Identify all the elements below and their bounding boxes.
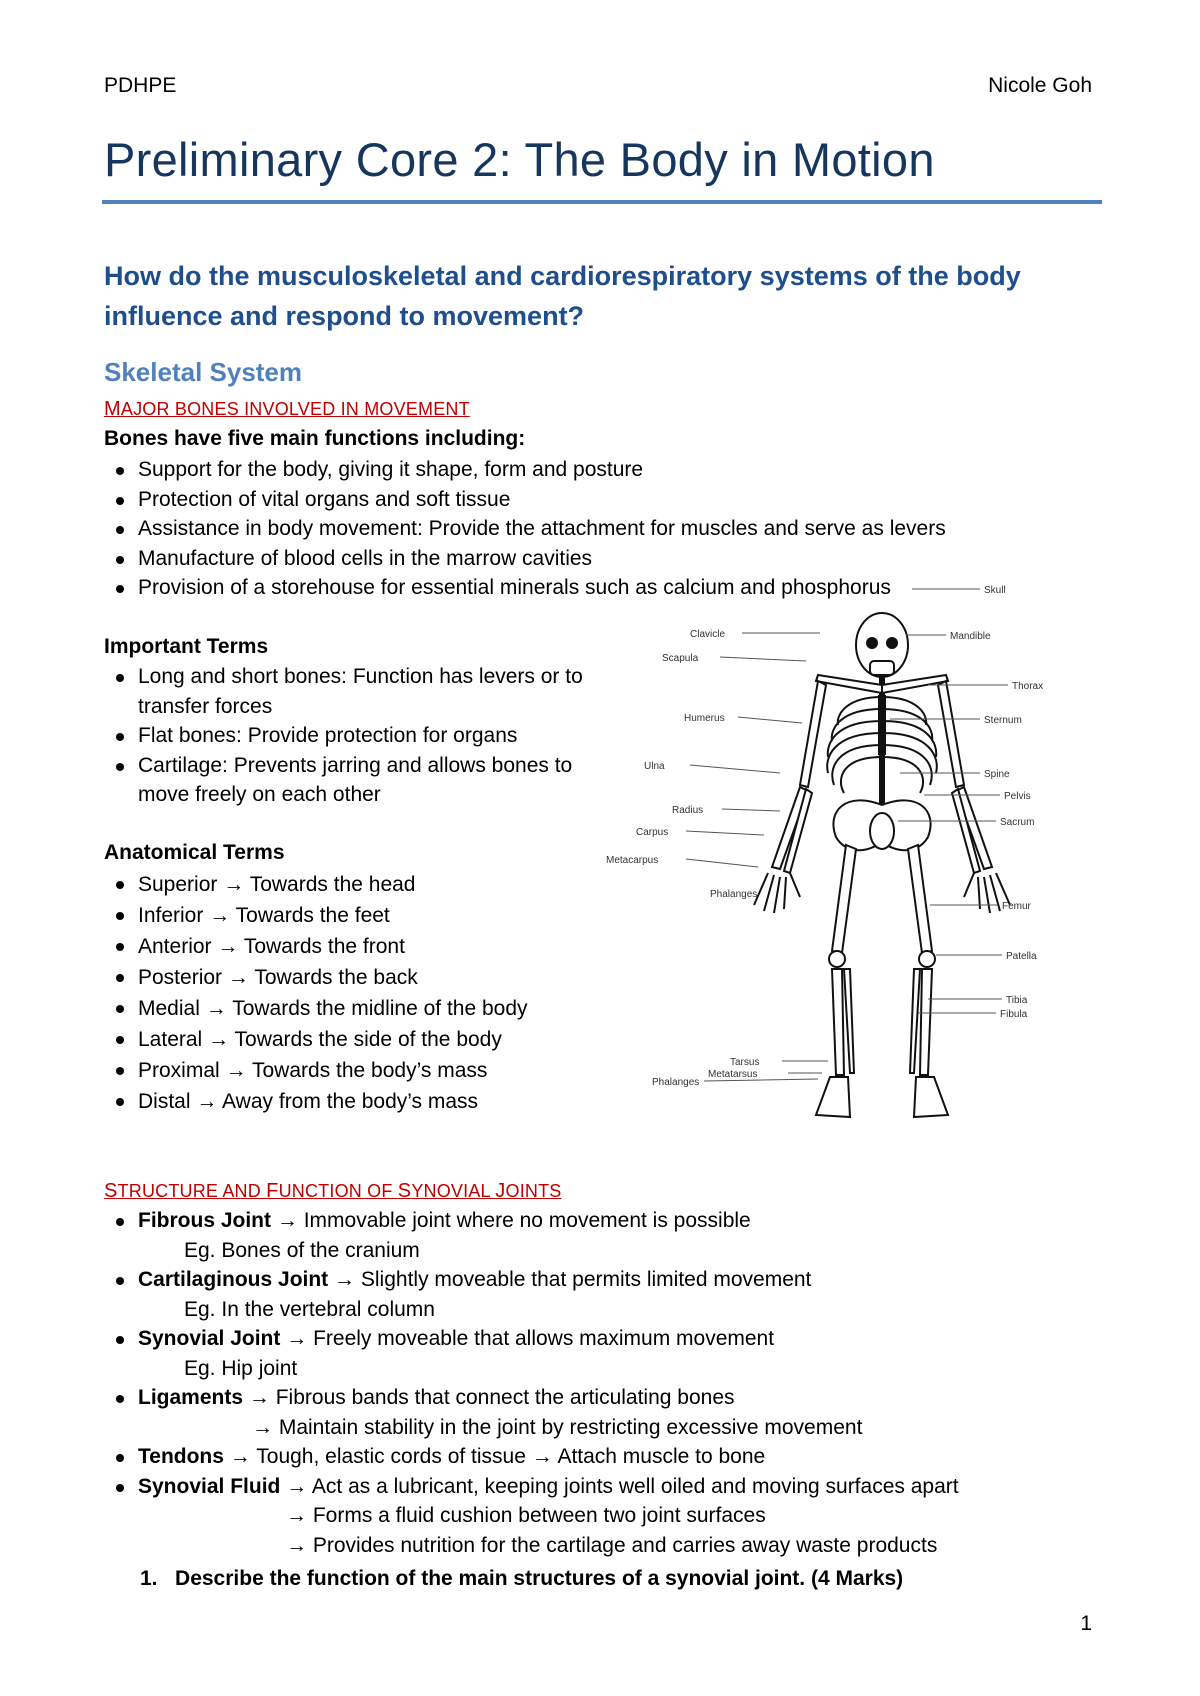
list-item: Anterior → Towards the front bbox=[104, 931, 528, 962]
list-item: Medial → Towards the midline of the body bbox=[104, 993, 528, 1024]
list-item: Proximal → Towards the body’s mass bbox=[104, 1055, 528, 1086]
subheading-major-bones: MAJOR BONES INVOLVED IN MOVEMENT bbox=[104, 398, 470, 420]
label-spine: Spine bbox=[984, 769, 1010, 780]
label-tarsus: Tarsus bbox=[730, 1057, 760, 1068]
label-tibia: Tibia bbox=[1006, 995, 1028, 1006]
section-heading: Skeletal System bbox=[104, 357, 303, 387]
label-sacrum: Sacrum bbox=[1000, 817, 1035, 828]
list-item-example: Eg. In the vertebral column bbox=[184, 1297, 435, 1321]
list-item: Inferior → Towards the feet bbox=[104, 900, 528, 931]
list-item: Ligaments → Fibrous bands that connect the articulating bones bbox=[104, 1383, 959, 1413]
list-item: Long and short bones: Function has levers or to transfer forces bbox=[104, 662, 624, 721]
header-course: PDHPE bbox=[104, 74, 177, 97]
list-item: Posterior → Towards the back bbox=[104, 962, 528, 993]
title-underline bbox=[102, 200, 1102, 204]
bone-functions-list bbox=[104, 455, 946, 603]
label-femur: Femur bbox=[1002, 901, 1031, 912]
list-item: Support for the body, giving it shape, form and posture bbox=[104, 455, 946, 485]
label-phalanges-foot: Phalanges bbox=[652, 1077, 700, 1088]
hand-bones bbox=[754, 873, 1010, 913]
page-number: 1 bbox=[1080, 1612, 1092, 1635]
label-carpus: Carpus bbox=[636, 827, 669, 838]
list-item: Lateral → Towards the side of the body bbox=[104, 1024, 528, 1055]
label-sternum: Sternum bbox=[984, 715, 1022, 726]
important-terms-heading: Important Terms bbox=[104, 635, 269, 658]
list-item: Synovial Fluid → Act as a lubricant, keeping joints well oiled and moving surfaces apart bbox=[104, 1472, 959, 1502]
exercise-question: 1. Describe the function of the main structures of a synovial joint. (4 Marks) bbox=[140, 1567, 904, 1590]
list-item: Distal → Away from the body’s mass bbox=[104, 1086, 528, 1117]
list-item-example: Eg. Bones of the cranium bbox=[184, 1238, 420, 1262]
important-terms-list bbox=[104, 662, 624, 810]
anatomical-terms-heading: Anatomical Terms bbox=[104, 841, 285, 864]
joint-structures-list bbox=[104, 1206, 959, 1560]
label-metatarsus: Metatarsus bbox=[708, 1069, 758, 1080]
list-item: Cartilage: Prevents jarring and allows bones to move freely on each other bbox=[104, 751, 624, 810]
anatomical-terms-list bbox=[104, 869, 528, 1117]
list-item: Tendons → Tough, elastic cords of tissue → Attach muscle to bone bbox=[104, 1442, 959, 1472]
label-patella: Patella bbox=[1006, 951, 1037, 962]
list-item-continuation: → Provides nutrition for the cartilage and carries away waste products bbox=[286, 1533, 938, 1557]
page-title: Preliminary Core 2: The Body in Motion bbox=[104, 133, 935, 186]
label-humerus: Humerus bbox=[684, 713, 725, 724]
label-ulna: Ulna bbox=[644, 761, 665, 772]
list-item: Provision of a storehouse for essential minerals such as calcium and phosphorus bbox=[104, 573, 946, 603]
list-item: Cartilaginous Joint → Slightly moveable that permits limited movement bbox=[104, 1265, 959, 1295]
bones-intro: Bones have five main functions including: bbox=[104, 427, 526, 450]
label-clavicle: Clavicle bbox=[690, 629, 726, 640]
list-item: Synovial Joint → Freely moveable that allows maximum movement bbox=[104, 1324, 959, 1354]
inquiry-question: How do the musculoskeletal and cardiorespiratory systems of the body influence and respond to movement? bbox=[104, 261, 1021, 331]
list-item: Assistance in body movement: Provide the attachment for muscles and serve as levers bbox=[104, 514, 946, 544]
list-item: Protection of vital organs and soft tissue bbox=[104, 485, 946, 515]
label-pelvis: Pelvis bbox=[1004, 791, 1031, 802]
list-item: Manufacture of blood cells in the marrow cavities bbox=[104, 544, 946, 574]
list-item-continuation: → Maintain stability in the joint by restricting excessive movement bbox=[252, 1415, 863, 1439]
label-radius: Radius bbox=[672, 805, 704, 816]
label-scapula: Scapula bbox=[662, 653, 699, 664]
subheading-synovial-joints: STRUCTURE AND FUNCTION OF SYNOVIAL JOINTS bbox=[104, 1180, 562, 1202]
list-item: Fibrous Joint → Immovable joint where no movement is possible bbox=[104, 1206, 959, 1236]
header-author: Nicole Goh bbox=[988, 74, 1092, 97]
list-item-example: Eg. Hip joint bbox=[184, 1356, 298, 1380]
list-item: Flat bones: Provide protection for organs bbox=[104, 721, 624, 751]
label-fibula: Fibula bbox=[1000, 1009, 1028, 1020]
skeleton-diagram bbox=[606, 585, 1080, 1185]
label-skull: Skull bbox=[984, 585, 1006, 596]
label-mandible: Mandible bbox=[950, 631, 991, 642]
label-thorax: Thorax bbox=[1012, 681, 1044, 692]
label-metacarpus: Metacarpus bbox=[606, 855, 659, 866]
label-phalanges-hand: Phalanges bbox=[710, 889, 758, 900]
list-item-continuation: → Forms a fluid cushion between two joint surfaces bbox=[286, 1504, 766, 1527]
list-item: Superior → Towards the head bbox=[104, 869, 528, 900]
